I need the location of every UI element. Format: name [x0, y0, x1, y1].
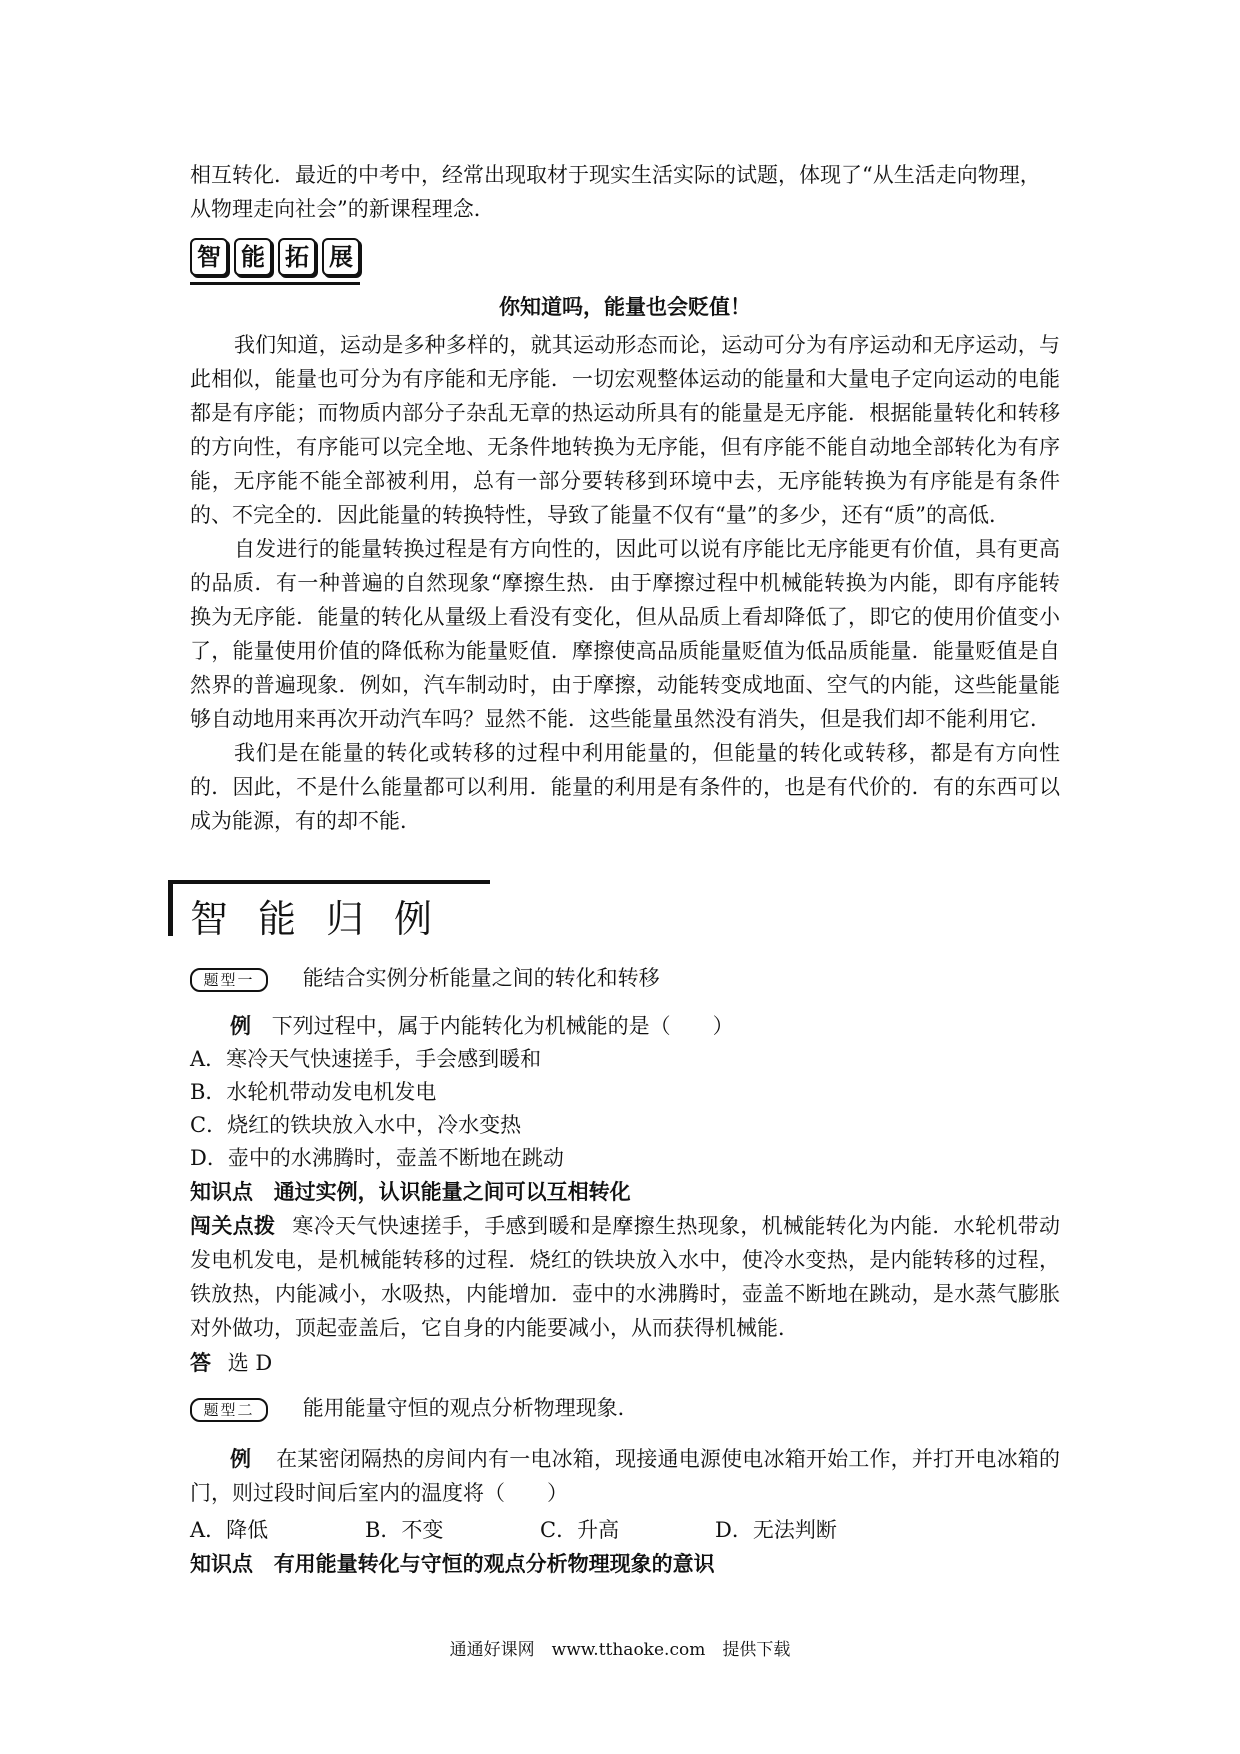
topic-2-body	[190, 1442, 1060, 1581]
answer-line	[190, 1347, 1060, 1380]
topic-tag: 题型二	[190, 1398, 268, 1422]
banner-top-rule	[168, 880, 490, 884]
intro-text	[190, 158, 1060, 226]
banner-title: 智能归例	[190, 897, 463, 941]
example-text: 在某密闭隔热的房间内有一电冰箱，现接通电源使电冰箱开始工作，并打开电冰箱的门，则过段时间后室内的温度将（ ）	[190, 1447, 1061, 1505]
banner-underline	[190, 282, 360, 285]
topic-1-body	[190, 1010, 1060, 1380]
topic-text: 能结合实例分析能量之间的转化和转移	[302, 966, 660, 990]
hint-label: 闯关点拨	[190, 1214, 276, 1238]
banner-char: 展	[322, 238, 360, 276]
intro-line-1: 相互转化．最近的中考中，经常出现取材于现实生活实际的试题，体现了“从生活走向物理，	[190, 163, 1041, 187]
option-d: D．无法判断	[715, 1518, 837, 1542]
option-a: A．降低	[190, 1518, 269, 1542]
answer-text: 选 D	[227, 1351, 273, 1375]
section-banner-zhineng-tuozhan	[190, 238, 360, 288]
topic-2-header	[190, 1393, 1060, 1423]
article-body	[190, 328, 1060, 838]
article-title: 你知道吗，能量也会贬值！	[499, 295, 751, 319]
hint-text: 寒冷天气快速搓手，手感到暖和是摩擦生热现象，机械能转化为内能．水轮机带动发电机发电，是机械能转移的过程．烧红的铁块放入水中，使冷水变热，是内能转移的过程，铁放热，内能减小，水吸热，内能增加．壶中的水沸腾时，壶盖不断地在跳动，是水蒸气膨胀对外做功，顶起壶盖后，它自身的内能要减小，从而获得机械能．	[190, 1214, 1061, 1340]
example-label: 例	[230, 1447, 252, 1471]
topic-text: 能用能量守恒的观点分析物理现象．	[302, 1396, 639, 1420]
example-text: 下列过程中，属于内能转化为机械能的是（ ）	[271, 1014, 734, 1038]
article-paragraph: 自发进行的能量转换过程是有方向性的，因此可以说有序能比无序能更有价值，具有更高的品质．有一种普遍的自然现象“摩擦生热．由于摩擦过程中机械能转换为内能，即有序能转换为无序能．能量的转化从量级上看没有变化，但从品质上看却降低了，即它的使用价值变小了，能量使用价值的降低称为能量贬值．摩擦使高品质能量贬值为低品质能量．能量贬值是自然界的普遍现象．例如，汽车制动时，由于摩擦，动能转变成地面、空气的内能，这些能量能够自动地用来再次开动汽车吗？显然不能．这些能量虽然没有消失，但是我们却不能利用它．	[190, 537, 1060, 731]
example-label: 例	[230, 1014, 251, 1038]
banner-char: 拓	[278, 238, 316, 276]
topic-tag: 题型一	[190, 968, 268, 992]
knowledge-text: 通过实例，认识能量之间可以互相转化	[273, 1179, 631, 1204]
topic-1-header	[190, 963, 1060, 993]
option-a: A．寒冷天气快速搓手，手会感到暖和	[190, 1047, 542, 1071]
banner-char: 智	[190, 238, 228, 276]
example-paragraph	[190, 1442, 1060, 1510]
banner-left-rule	[168, 880, 173, 936]
answer-label: 答	[190, 1351, 211, 1375]
option-b: B．水轮机带动发电机发电	[190, 1080, 437, 1104]
options-row	[190, 1514, 1060, 1547]
knowledge-label: 知识点	[190, 1180, 253, 1204]
option-d: D．壶中的水沸腾时，壶盖不断地在跳动	[190, 1146, 564, 1170]
option-c: C．升高	[540, 1518, 620, 1542]
article-paragraph: 我们是在能量的转化或转移的过程中利用能量的，但能量的转化或转移，都是有方向性的．因此，不是什么能量都可以利用．能量的利用是有条件的，也是有代价的．有的东西可以成为能源，有的却不能．	[190, 741, 1060, 833]
knowledge-label: 知识点	[190, 1552, 253, 1576]
article-paragraph: 我们知道，运动是多种多样的，就其运动形态而论，运动可分为有序运动和无序运动，与此相似，能量也可分为有序能和无序能．一切宏观整体运动的能量和大量电子定向运动的电能都是有序能；而物质内部分子杂乱无章的热运动所具有的能量是无序能．根据能量转化和转移的方向性，有序能可以完全地、无条件地转换为无序能，但有序能不能自动地全部转化为有序能，无序能不能全部被利用，总有一部分要转移到环境中去，无序能转换为有序能是有条件的、不完全的．因此能量的转换特性，导致了能量不仅有“量”的多少，还有“质”的高低．	[190, 333, 1060, 527]
section-banner-zhineng-guili	[168, 880, 490, 940]
banner-char: 能	[234, 238, 272, 276]
knowledge-line	[190, 1547, 1060, 1581]
option-b: B．不变	[365, 1518, 444, 1542]
hint-paragraph	[190, 1209, 1060, 1345]
example-line	[190, 1010, 1060, 1043]
knowledge-text: 有用能量转化与守恒的观点分析物理现象的意识	[273, 1551, 715, 1576]
option-c: C．烧红的铁块放入水中，冷水变热	[190, 1113, 522, 1137]
page-footer: 通通好课网 www.tthaoke.com 提供下载	[449, 1640, 791, 1660]
intro-line-2: 从物理走向社会”的新课程理念．	[190, 197, 495, 221]
knowledge-line	[190, 1175, 1060, 1209]
